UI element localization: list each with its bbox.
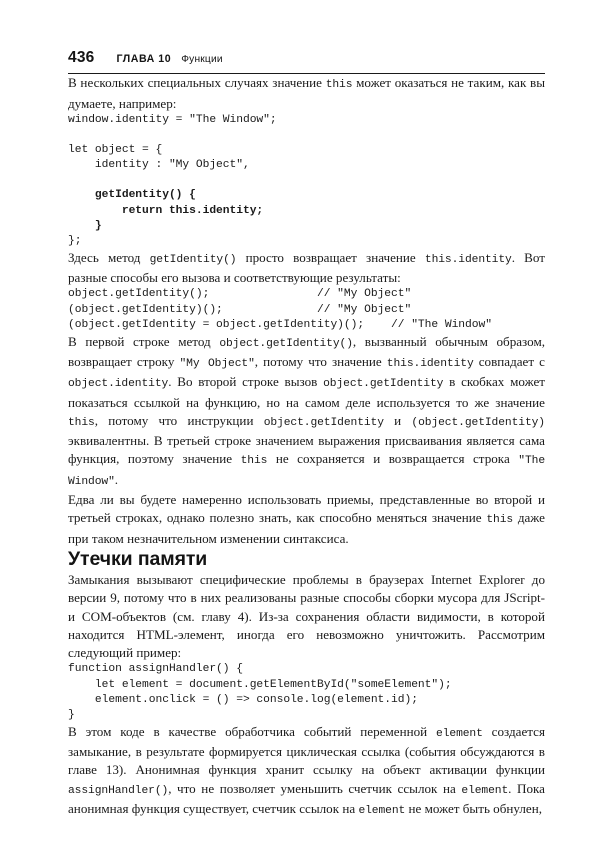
- text-fragment: совпадает с: [473, 354, 545, 369]
- inline-code: this.identity: [386, 358, 474, 370]
- inline-code: this.identity: [424, 253, 512, 266]
- inline-code: this: [486, 514, 514, 527]
- text-fragment: Едва ли вы будете намеренно использовать приемы, представленные во второй и третьей строках, однако полезно знать, как способно меняться значение: [68, 492, 545, 526]
- text-fragment: , что не позволяет уменьшить счетчик ссылок на: [168, 780, 462, 796]
- code-line: element.onclick = () => console.log(element.id);: [68, 693, 418, 706]
- section-heading-memory-leaks: Утечки памяти: [68, 547, 208, 570]
- text-fragment: и: [383, 412, 412, 428]
- paragraph-explanation: [68, 333, 545, 491]
- inline-code: this: [68, 416, 95, 429]
- inline-code: (object.getIdentity): [411, 416, 545, 429]
- text-fragment: может оказаться не таким, как вы думаете, например:: [68, 75, 545, 111]
- code-line: object.getIdentity(); // "My Object": [68, 288, 412, 301]
- inline-code: getIdentity(): [149, 253, 237, 266]
- code-line: let element = document.getElementById("someElement");: [68, 678, 452, 691]
- code-line: let object = {: [68, 144, 163, 157]
- chapter-label: ГЛАВА 10: [116, 53, 172, 65]
- inline-code: object.getIdentity: [323, 378, 444, 391]
- inline-code: object.getIdentity: [263, 416, 384, 429]
- text-fragment: не может быть обнулен,: [405, 801, 542, 817]
- text-fragment: В первой строке метод: [68, 333, 220, 349]
- code-line: window.identity = "The Window";: [68, 113, 277, 126]
- page-number: 436: [68, 49, 95, 66]
- text-fragment: эквивалентны. В третьей строке значением выражения присваивания является сама функция, поэтому значение: [68, 433, 545, 467]
- text-fragment: просто возвращает значение: [236, 249, 425, 265]
- code-line: (object.getIdentity = object.getIdentity)(); // "The Window": [68, 318, 492, 331]
- page-content: [68, 0, 545, 820]
- code-line-highlighted: }: [68, 219, 102, 232]
- text-fragment: . Пока анонимная функция существует, счетчик ссылок на: [68, 780, 545, 817]
- text-fragment: , потому что значение: [254, 354, 387, 369]
- text-fragment: . Во второй строке вызов: [168, 374, 324, 390]
- paragraph-memory-leaks-intro: Замыкания вызывают специфические проблемы в браузерах Internet Explorer до версии 9, потому что в них реализованы разные способы сборки мусора для JScript- и COM-объектов (см. главу 4). Из-за сохранения области видимости, в которой находится HTML-элемент, иногда его невозможно уничтожить. Рассмотрим следующий пример:: [68, 571, 545, 661]
- text-fragment: не сохраняется и возвращается строка: [267, 451, 519, 467]
- code-line-highlighted: return this.identity;: [68, 204, 264, 217]
- code-block-object-literal: [68, 113, 545, 249]
- text-fragment: В этом коде в качестве обработчика событий переменной: [68, 723, 437, 739]
- inline-code: element: [436, 727, 483, 740]
- text-fragment: в скобках может показаться ссылкой на функцию, но на самом деле используется то же значение: [68, 374, 545, 410]
- inline-code: this: [325, 79, 353, 92]
- text-fragment: В нескольких специальных случаях значение: [68, 75, 326, 91]
- code-block-assign-handler: [68, 662, 545, 722]
- text-fragment: создается замыкание, в результате формируется циклическая ссылка (события обсуждаются в главе 13). Анонимная функция хранит ссылку на объект активации функции: [68, 723, 545, 778]
- code-line: function assignHandler() {: [68, 663, 243, 676]
- code-line: };: [68, 234, 82, 247]
- text-fragment: .: [114, 471, 119, 487]
- inline-code: "The Window": [68, 455, 545, 488]
- text-fragment: Здесь метод: [68, 249, 150, 265]
- text-fragment: , вызванный обычным образом, возвращает строку: [68, 333, 546, 369]
- code-block-call-variants: [68, 287, 545, 332]
- text-fragment: даже при таком незначительном изменении синтаксиса.: [68, 510, 545, 546]
- running-head: [68, 0, 545, 67]
- text-fragment: . Вот разные способы его вызова и соответствующие результаты:: [68, 249, 545, 286]
- paragraph-final: [68, 723, 545, 820]
- code-line: }: [68, 708, 75, 721]
- text-fragment: , потому что инструкции: [94, 412, 264, 428]
- inline-code: this: [240, 455, 268, 468]
- paragraph-caution: [68, 491, 545, 548]
- code-line-highlighted: getIdentity() {: [68, 189, 196, 202]
- chapter-title: Функции: [181, 54, 223, 65]
- inline-code: object.getIdentity(): [219, 337, 353, 350]
- inline-code: "My Object": [179, 358, 255, 370]
- code-line: (object.getIdentity)(); // "My Object": [68, 303, 412, 316]
- inline-code: assignHandler(): [68, 784, 169, 797]
- inline-code: element: [358, 805, 406, 818]
- inline-code: object.identity: [68, 378, 169, 391]
- paragraph-after-first-code: [68, 249, 545, 288]
- paragraph-intro: [68, 74, 545, 113]
- inline-code: element: [461, 784, 509, 797]
- code-line: identity : "My Object",: [68, 159, 250, 172]
